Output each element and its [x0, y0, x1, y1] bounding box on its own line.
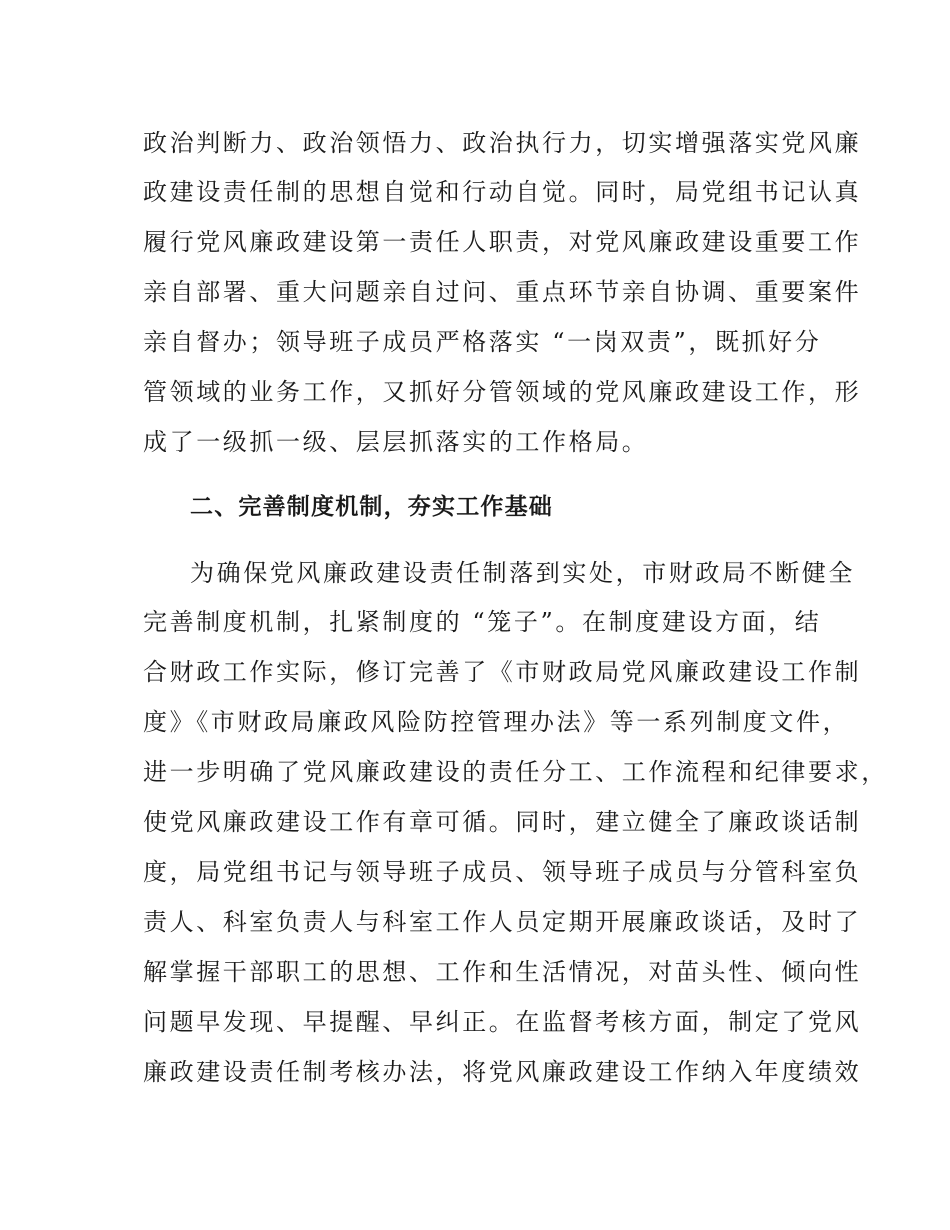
paragraph-line: 成了一级抓一级、层层抓落实的工作格局。 — [143, 428, 649, 456]
paragraph-line: 责人、科室负责人与科室工作人员定期开展廉政谈话，及时了 — [143, 908, 862, 936]
paragraph-line: 度，局党组书记与领导班子成员、领导班子成员与分管科室负 — [143, 858, 862, 886]
paragraph-line: 解掌握干部职工的思想、工作和生活情况，对苗头性、倾向性 — [143, 958, 862, 986]
paragraph-line: 为确保党风廉政建设责任制落到实处，市财政局不断健全 — [190, 559, 855, 587]
paragraph-line: 管领域的业务工作，又抓好分管领域的党风廉政建设工作，形 — [143, 378, 862, 406]
paragraph-line: 亲自部署、重大问题亲自过问、重点环节亲自协调、重要案件 — [143, 278, 862, 306]
paragraph-line: 廉政建设责任制考核办法，将党风廉政建设工作纳入年度绩效 — [143, 1058, 862, 1086]
paragraph-line: 合财政工作实际，修订完善了《市财政局党风廉政建设工作制 — [143, 658, 862, 686]
paragraph-line: 度》《市财政局廉政风险防控管理办法》等一系列制度文件， — [143, 708, 850, 736]
paragraph-line: 亲自督办；领导班子成员严格落实 “一岗双责”，既抓好分 — [143, 328, 822, 356]
section-heading: 二、完善制度机制，夯实工作基础 — [190, 494, 553, 520]
paragraph-line: 进一步明确了党风廉政建设的责任分工、工作流程和纪律要求， — [143, 758, 888, 786]
paragraph-line: 政治判断力、政治领悟力、政治执行力，切实增强落实党风廉 — [143, 129, 862, 157]
paragraph-line: 完善制度机制，扎紧制度的 “笼子”。在制度建设方面，结 — [143, 608, 822, 636]
paragraph-line: 问题早发现、早提醒、早纠正。在监督考核方面，制定了党风 — [143, 1008, 862, 1036]
paragraph-line: 政建设责任制的思想自觉和行动自觉。同时，局党组书记认真 — [143, 178, 862, 206]
paragraph-line: 使党风廉政建设工作有章可循。同时，建立健全了廉政谈话制 — [143, 808, 862, 836]
paragraph-line: 履行党风廉政建设第一责任人职责，对党风廉政建设重要工作 — [143, 228, 862, 256]
